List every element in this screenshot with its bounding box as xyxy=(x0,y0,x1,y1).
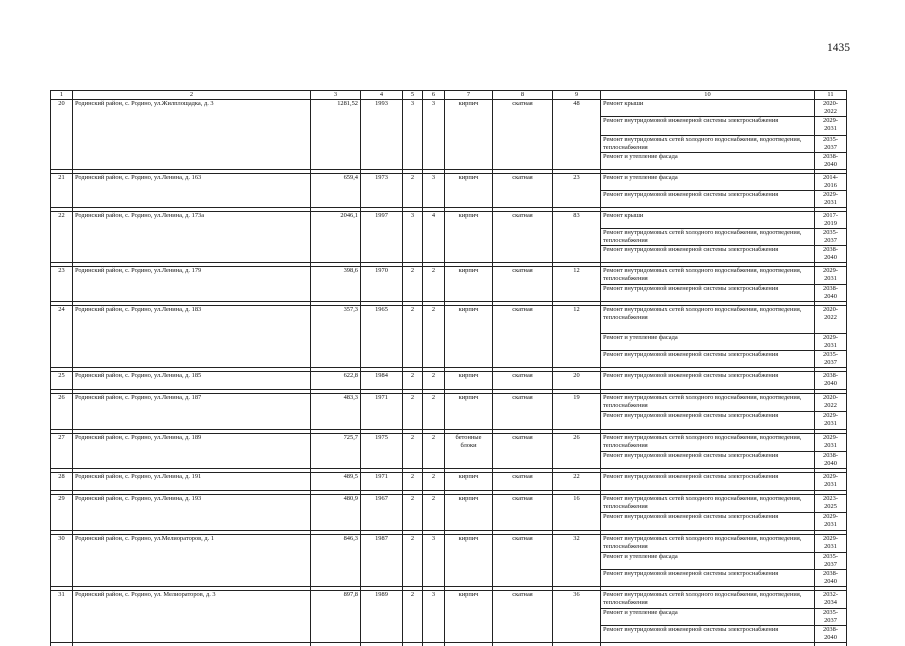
area-cell: 897,8 xyxy=(311,591,361,643)
area-cell: 398,6 xyxy=(311,267,361,302)
apartments-cell: 32 xyxy=(553,535,601,587)
table-row xyxy=(51,306,847,334)
repair-period-cell: 2038-2040 xyxy=(815,626,847,643)
repair-work-cell: Ремонт и утепление фасада xyxy=(601,174,815,191)
table-row xyxy=(51,267,847,285)
floors-cell: 2 xyxy=(403,434,423,469)
column-header: 5 xyxy=(403,91,423,100)
spacer-cell xyxy=(403,643,423,646)
apartments-cell: 83 xyxy=(553,212,601,263)
address-cell: Родинский район, с. Родино, ул.Ленина, д. 187 xyxy=(73,394,311,430)
repair-work-cell: Ремонт внутридомовой инженерной системы электроснабжения xyxy=(601,117,815,136)
repair-work-cell: Ремонт внутридомовых сетей холодного водоснабжения, водоотведения, теплоснабжения xyxy=(601,267,815,285)
repair-work-cell: Ремонт и утепление фасада xyxy=(601,609,815,626)
area-cell: 2046,1 xyxy=(311,212,361,263)
repair-work-cell: Ремонт внутридомовой инженерной системы электроснабжения xyxy=(601,246,815,263)
repair-work-cell: Ремонт внутридомовой инженерной системы электроснабжения xyxy=(601,285,815,302)
repair-period-cell: 2038-2040 xyxy=(815,153,847,170)
repair-period-cell: 2029-2031 xyxy=(815,191,847,208)
spacer-cell xyxy=(51,643,73,646)
row-spacer xyxy=(51,643,847,646)
year-cell: 1967 xyxy=(361,495,403,531)
floors-cell: 3 xyxy=(403,100,423,170)
repair-period-cell: 2035-2037 xyxy=(815,553,847,570)
housing-repair-table xyxy=(50,90,847,646)
row-number: 20 xyxy=(51,100,73,170)
repair-period-cell: 2035-2037 xyxy=(815,351,847,368)
address-cell: Родинский район, с. Родино, ул.Ленина, д. 191 xyxy=(73,473,311,491)
area-cell: 1281,52 xyxy=(311,100,361,170)
repair-period-cell: 2038-2040 xyxy=(815,246,847,263)
entrances-cell: 3 xyxy=(423,591,445,643)
column-header: 10 xyxy=(601,91,815,100)
area-cell: 622,8 xyxy=(311,372,361,390)
address-cell: Родинский район, с. Родино, ул.Ленина, д. 183 xyxy=(73,306,311,368)
repair-period-cell: 2038-2040 xyxy=(815,285,847,302)
area-cell: 846,3 xyxy=(311,535,361,587)
apartments-cell: 12 xyxy=(553,267,601,302)
repair-work-cell: Ремонт внутридомовой инженерной системы электроснабжения xyxy=(601,626,815,643)
address-cell: Родинский район, с. Родино, ул.Ленина, д. 189 xyxy=(73,434,311,469)
address-cell: Родинский район, с. Родино, ул.Ленина, д. 185 xyxy=(73,372,311,390)
entrances-cell: 2 xyxy=(423,473,445,491)
spacer-cell xyxy=(445,643,493,646)
table-row xyxy=(51,434,847,452)
column-header: 9 xyxy=(553,91,601,100)
year-cell: 1997 xyxy=(361,212,403,263)
roof-type-cell: скатная xyxy=(493,372,553,390)
roof-type-cell: скатная xyxy=(493,394,553,430)
column-header: 3 xyxy=(311,91,361,100)
wall-material-cell: кирпич xyxy=(445,394,493,430)
year-cell: 1971 xyxy=(361,394,403,430)
entrances-cell: 2 xyxy=(423,306,445,368)
spacer-cell xyxy=(601,643,815,646)
area-cell: 480,9 xyxy=(311,495,361,531)
repair-work-cell: Ремонт внутридомовой инженерной системы электроснабжения xyxy=(601,513,815,531)
repair-work-cell: Ремонт и утепление фасада xyxy=(601,553,815,570)
floors-cell: 2 xyxy=(403,372,423,390)
repair-period-cell: 2038-2040 xyxy=(815,372,847,390)
year-cell: 1975 xyxy=(361,434,403,469)
repair-work-cell: Ремонт внутридомовой инженерной системы электроснабжения xyxy=(601,570,815,587)
spacer-cell xyxy=(553,643,601,646)
repair-period-cell: 2035-2037 xyxy=(815,229,847,246)
table-row xyxy=(51,535,847,553)
table-row xyxy=(51,174,847,191)
wall-material-cell: кирпич xyxy=(445,495,493,531)
repair-work-cell: Ремонт крыши xyxy=(601,212,815,229)
apartments-cell: 19 xyxy=(553,394,601,430)
repair-period-cell: 2020-2022 xyxy=(815,306,847,334)
repair-work-cell: Ремонт внутридомовой инженерной системы электроснабжения xyxy=(601,412,815,430)
repair-work-cell: Ремонт внутридомовых сетей холодного водоснабжения, водоотведения, теплоснабжения xyxy=(601,495,815,513)
roof-type-cell: скатная xyxy=(493,495,553,531)
apartments-cell: 36 xyxy=(553,591,601,643)
address-cell: Родинский район, с. Родино, ул.Ленина, д. 173а xyxy=(73,212,311,263)
repair-period-cell: 2035-2037 xyxy=(815,609,847,626)
entrances-cell: 3 xyxy=(423,100,445,170)
row-number: 27 xyxy=(51,434,73,469)
roof-type-cell: скатная xyxy=(493,591,553,643)
address-cell: Родинский район, с. Родино, ул.Жилплощадка, д. 3 xyxy=(73,100,311,170)
year-cell: 1984 xyxy=(361,372,403,390)
repair-work-cell: Ремонт внутридомовой инженерной системы электроснабжения xyxy=(601,351,815,368)
repair-period-cell: 2029-2031 xyxy=(815,412,847,430)
address-cell: Родинский район, с. Родино, ул.Ленина, д. 193 xyxy=(73,495,311,531)
column-header: 6 xyxy=(423,91,445,100)
floors-cell: 2 xyxy=(403,495,423,531)
area-cell: 725,7 xyxy=(311,434,361,469)
repair-period-cell: 2038-2040 xyxy=(815,570,847,587)
wall-material-cell: кирпич xyxy=(445,473,493,491)
repair-work-cell: Ремонт внутридомовых сетей холодного водоснабжения, водоотведения, теплоснабжения xyxy=(601,535,815,553)
column-header: 7 xyxy=(445,91,493,100)
wall-material-cell: кирпич xyxy=(445,212,493,263)
area-cell: 659,4 xyxy=(311,174,361,208)
roof-type-cell: скатная xyxy=(493,267,553,302)
apartments-cell: 12 xyxy=(553,306,601,368)
roof-type-cell: скатная xyxy=(493,174,553,208)
apartments-cell: 16 xyxy=(553,495,601,531)
row-number: 28 xyxy=(51,473,73,491)
repair-work-cell: Ремонт внутридомовых сетей холодного водоснабжения, водоотведения, теплоснабжения xyxy=(601,229,815,246)
page-number: 1435 xyxy=(790,42,850,54)
table-row xyxy=(51,473,847,491)
area-cell: 489,5 xyxy=(311,473,361,491)
repair-period-cell: 2029-2031 xyxy=(815,513,847,531)
entrances-cell: 3 xyxy=(423,535,445,587)
repair-period-cell: 2014-2016 xyxy=(815,174,847,191)
repair-period-cell: 2029-2031 xyxy=(815,117,847,136)
repair-period-cell: 2017-2019 xyxy=(815,212,847,229)
roof-type-cell: скатная xyxy=(493,473,553,491)
apartments-cell: 23 xyxy=(553,174,601,208)
table-body xyxy=(51,100,847,646)
area-cell: 357,3 xyxy=(311,306,361,368)
wall-material-cell: кирпич xyxy=(445,306,493,368)
roof-type-cell: скатная xyxy=(493,434,553,469)
column-number-row xyxy=(51,91,847,100)
apartments-cell: 48 xyxy=(553,100,601,170)
address-cell: Родинский район, с. Родино, ул.Ленина, д. 179 xyxy=(73,267,311,302)
year-cell: 1993 xyxy=(361,100,403,170)
repair-period-cell: 2032-2034 xyxy=(815,591,847,609)
repair-work-cell: Ремонт внутридомовой инженерной системы электроснабжения xyxy=(601,372,815,390)
table-row xyxy=(51,212,847,229)
floors-cell: 2 xyxy=(403,394,423,430)
apartments-cell: 22 xyxy=(553,473,601,491)
repair-work-cell: Ремонт крыши xyxy=(601,100,815,117)
wall-material-cell: кирпич xyxy=(445,174,493,208)
row-number: 30 xyxy=(51,535,73,587)
wall-material-cell: кирпич xyxy=(445,535,493,587)
repair-work-cell: Ремонт внутридомовой инженерной системы электроснабжения xyxy=(601,473,815,491)
year-cell: 1965 xyxy=(361,306,403,368)
floors-cell: 2 xyxy=(403,267,423,302)
repair-work-cell: Ремонт внутридомовых сетей холодного водоснабжения, водоотведения, теплоснабжения xyxy=(601,136,815,153)
row-number: 31 xyxy=(51,591,73,643)
column-header: 4 xyxy=(361,91,403,100)
floors-cell: 2 xyxy=(403,306,423,368)
roof-type-cell: скатная xyxy=(493,212,553,263)
entrances-cell: 2 xyxy=(423,372,445,390)
row-number: 24 xyxy=(51,306,73,368)
row-number: 25 xyxy=(51,372,73,390)
row-number: 23 xyxy=(51,267,73,302)
table-row xyxy=(51,394,847,412)
repair-period-cell: 2029-2031 xyxy=(815,473,847,491)
year-cell: 1970 xyxy=(361,267,403,302)
year-cell: 1989 xyxy=(361,591,403,643)
row-number: 29 xyxy=(51,495,73,531)
repair-work-cell: Ремонт внутридомовой инженерной системы электроснабжения xyxy=(601,452,815,469)
repair-work-cell: Ремонт внутридомовых сетей холодного водоснабжения, водоотведения, теплоснабжения xyxy=(601,306,815,334)
address-cell: Родинский район, с. Родино, ул.Мелиораторов, д. 1 xyxy=(73,535,311,587)
wall-material-cell: кирпич xyxy=(445,100,493,170)
repair-work-cell: Ремонт внутридомовой инженерной системы электроснабжения xyxy=(601,191,815,208)
row-number: 26 xyxy=(51,394,73,430)
roof-type-cell: скатная xyxy=(493,306,553,368)
floors-cell: 3 xyxy=(403,212,423,263)
floors-cell: 2 xyxy=(403,174,423,208)
repair-period-cell: 2035-2037 xyxy=(815,136,847,153)
spacer-cell xyxy=(493,643,553,646)
repair-work-cell: Ремонт внутридомовых сетей холодного водоснабжения, водоотведения, теплоснабжения xyxy=(601,591,815,609)
entrances-cell: 2 xyxy=(423,495,445,531)
spacer-cell xyxy=(73,643,311,646)
column-header: 1 xyxy=(51,91,73,100)
table-row xyxy=(51,591,847,609)
column-header: 8 xyxy=(493,91,553,100)
roof-type-cell: скатная xyxy=(493,100,553,170)
address-cell: Родинский район, с. Родино, ул.Ленина, д. 163 xyxy=(73,174,311,208)
spacer-cell xyxy=(361,643,403,646)
repair-period-cell: 2029-2031 xyxy=(815,334,847,351)
year-cell: 1987 xyxy=(361,535,403,587)
year-cell: 1973 xyxy=(361,174,403,208)
table-row xyxy=(51,495,847,513)
floors-cell: 2 xyxy=(403,591,423,643)
row-number: 22 xyxy=(51,212,73,263)
table-row xyxy=(51,372,847,390)
apartments-cell: 26 xyxy=(553,434,601,469)
entrances-cell: 2 xyxy=(423,394,445,430)
row-number: 21 xyxy=(51,174,73,208)
repair-work-cell: Ремонт внутридомовых сетей холодного водоснабжения, водоотведения, теплоснабжения xyxy=(601,434,815,452)
floors-cell: 2 xyxy=(403,535,423,587)
area-cell: 483,3 xyxy=(311,394,361,430)
repair-work-cell: Ремонт и утепление фасада xyxy=(601,153,815,170)
repair-period-cell: 2029-2031 xyxy=(815,434,847,452)
entrances-cell: 2 xyxy=(423,267,445,302)
entrances-cell: 4 xyxy=(423,212,445,263)
column-header: 2 xyxy=(73,91,311,100)
wall-material-cell: кирпич xyxy=(445,267,493,302)
entrances-cell: 3 xyxy=(423,174,445,208)
repair-period-cell: 2020-2022 xyxy=(815,100,847,117)
roof-type-cell: скатная xyxy=(493,535,553,587)
wall-material-cell: бетонные блоки xyxy=(445,434,493,469)
column-header: 11 xyxy=(815,91,847,100)
repair-period-cell: 2029-2031 xyxy=(815,535,847,553)
repair-period-cell: 2023-2025 xyxy=(815,495,847,513)
wall-material-cell: кирпич xyxy=(445,372,493,390)
repair-period-cell: 2020-2022 xyxy=(815,394,847,412)
spacer-cell xyxy=(815,643,847,646)
address-cell: Родинский район, с. Родино, ул. Мелиораторов, д. 3 xyxy=(73,591,311,643)
repair-work-cell: Ремонт внутридомовых сетей холодного водоснабжения, водоотведения, теплоснабжения xyxy=(601,394,815,412)
entrances-cell: 2 xyxy=(423,434,445,469)
repair-period-cell: 2029-2031 xyxy=(815,267,847,285)
apartments-cell: 20 xyxy=(553,372,601,390)
spacer-cell xyxy=(423,643,445,646)
year-cell: 1971 xyxy=(361,473,403,491)
repair-work-cell: Ремонт и утепление фасада xyxy=(601,334,815,351)
spacer-cell xyxy=(311,643,361,646)
repair-period-cell: 2038-2040 xyxy=(815,452,847,469)
wall-material-cell: кирпич xyxy=(445,591,493,643)
table-row xyxy=(51,100,847,117)
floors-cell: 2 xyxy=(403,473,423,491)
